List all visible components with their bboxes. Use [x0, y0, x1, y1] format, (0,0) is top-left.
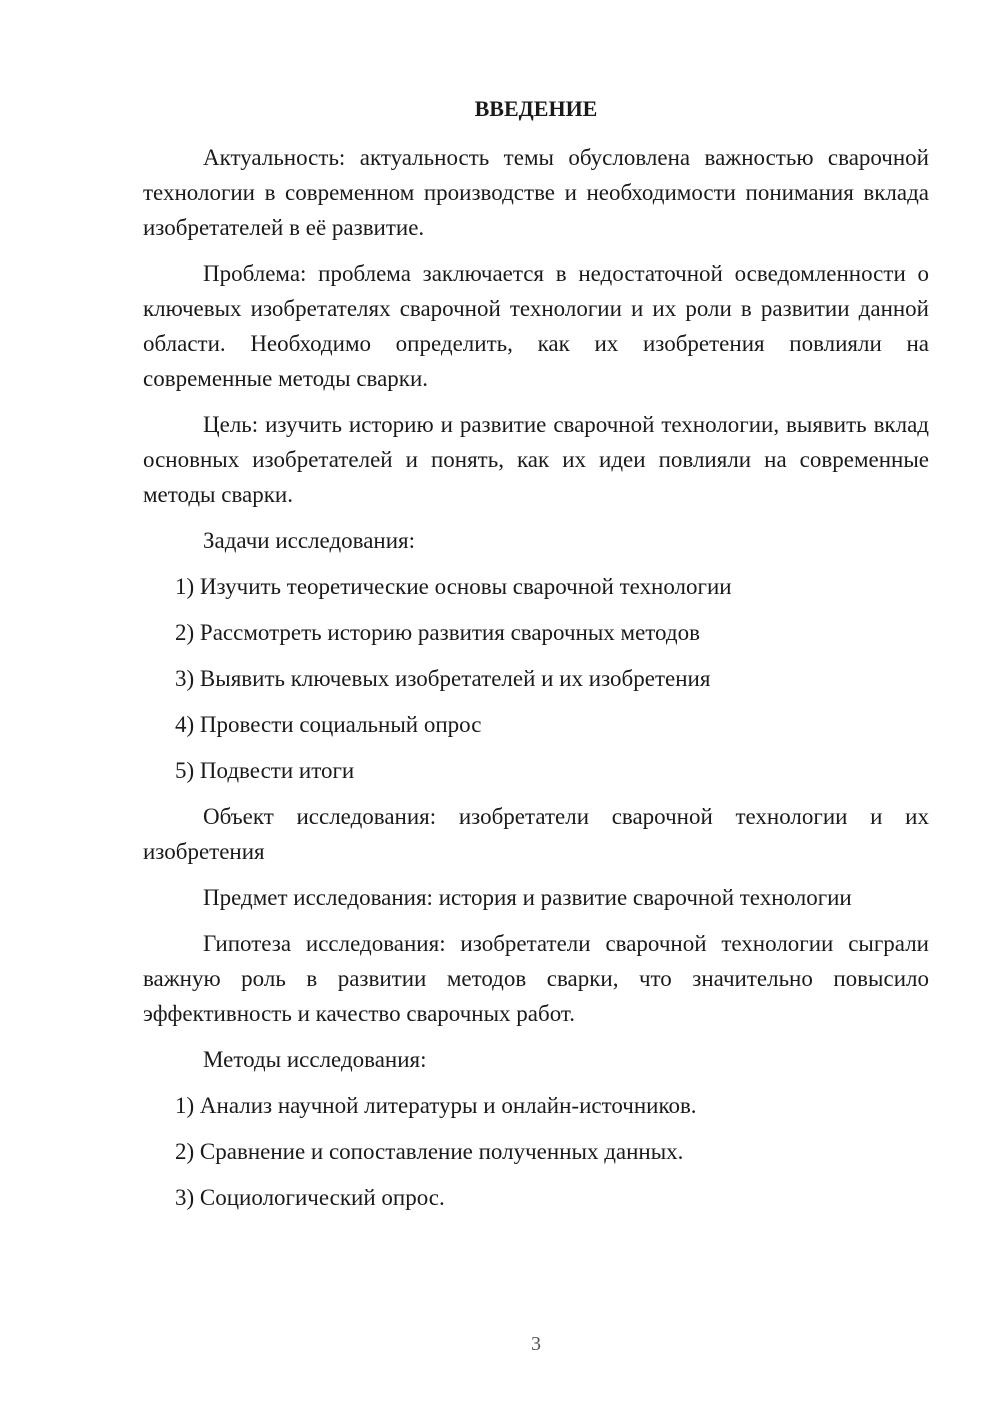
relevance-paragraph: Актуальность: актуальность темы обусловлена важностью сварочной технологии в современном производстве и необходимости понимания вклада изобретателей в её развитие.: [143, 145, 929, 240]
methods-label: Методы исследования:: [203, 1047, 427, 1072]
section-heading: ВВЕДЕНИЕ: [474, 96, 598, 121]
tasks-label: Задачи исследования:: [203, 528, 416, 553]
hypothesis-paragraph: Гипотеза исследования: изобретатели сварочной технологии сыграли важную роль в развитии методов сварки, что значительно повысило эффективность и качество сварочных работ.: [143, 931, 929, 1026]
method-item: 3) Социологический опрос.: [175, 1185, 445, 1210]
task-item: 5) Подвести итоги: [175, 758, 355, 783]
task-item: 1) Изучить теоретические основы сварочной технологии: [175, 574, 732, 599]
task-item: 2) Рассмотреть историю развития сварочных методов: [175, 620, 700, 645]
method-item: 2) Сравнение и сопоставление полученных данных.: [175, 1139, 684, 1164]
problem-paragraph: Проблема: проблема заключается в недостаточной осведомленности о ключевых изобретателях сварочной технологии и их роли в развитии данной области. Необходимо определить, как их изобретения повлияли на современные методы сварки.: [143, 261, 929, 391]
tasks-list: [143, 569, 929, 788]
methods-list: [143, 1088, 929, 1215]
goal-paragraph: Цель: изучить историю и развитие сварочной технологии, выявить вклад основных изобретателей и понять, как их идеи повлияли на современные методы сварки.: [143, 412, 929, 507]
task-item: 3) Выявить ключевых изобретателей и их изобретения: [175, 666, 711, 691]
subject-paragraph: Предмет исследования: история и развитие сварочной технологии: [203, 885, 852, 910]
page-number: 3: [531, 1333, 541, 1355]
object-paragraph: Объект исследования: изобретатели сварочной технологии и их изобретения: [143, 804, 929, 864]
method-item: 1) Анализ научной литературы и онлайн-источников.: [175, 1093, 697, 1118]
task-item: 4) Провести социальный опрос: [175, 712, 482, 737]
page-content: [143, 94, 929, 1226]
